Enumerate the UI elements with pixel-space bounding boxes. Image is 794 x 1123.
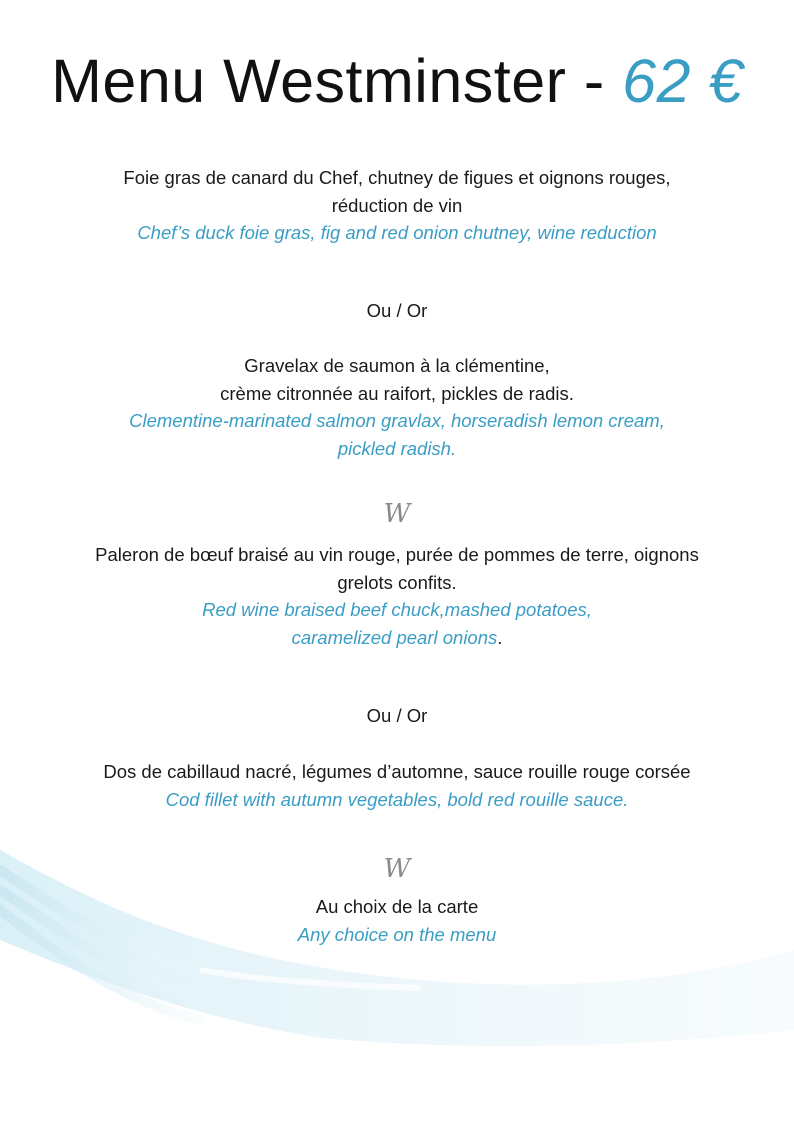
dish-french-line: crème citronnée au raifort, pickles de radis.	[220, 382, 574, 404]
dish-english-line: Any choice on the menu	[297, 923, 497, 945]
dish-french-line: Paleron de bœuf braisé au vin rouge, purée de pommes de terre, oignons	[95, 544, 699, 565]
dish-english-line: Cod fillet with autumn vegetables, bold red rouille sauce.	[165, 788, 629, 810]
dish-english-line: caramelized pearl onions	[291, 626, 498, 648]
dish-english-line: Clementine-marinated salmon gravlax, horseradish lemon cream,	[129, 410, 665, 431]
main-2	[0, 758, 794, 813]
menu-price: 62 €	[622, 47, 743, 115]
dish-french-line: Au choix de la carte	[315, 896, 479, 917]
dessert	[0, 893, 794, 948]
or-separator: Ou / Or	[366, 300, 428, 321]
dish-english-line: Red wine braised beef chuck,mashed potatoes,	[202, 599, 592, 620]
dish-french-line: réduction de vin	[331, 194, 463, 216]
dish-french-line: Gravelax de saumon à la clémentine,	[244, 355, 550, 376]
menu-title	[0, 46, 794, 116]
starter-1	[0, 164, 794, 247]
ornament-w-icon: W	[383, 854, 411, 884]
menu-name: Menu Westminster -	[51, 47, 623, 115]
dish-english-line-wrapper	[0, 624, 794, 652]
starter-2	[0, 352, 794, 462]
dish-french-line: grelots confits.	[337, 571, 457, 593]
main-1	[0, 541, 794, 651]
dish-french-line: Foie gras de canard du Chef, chutney de figues et oignons rouges,	[123, 167, 671, 188]
ornament-w-icon: W	[383, 499, 411, 529]
or-separator: Ou / Or	[366, 705, 428, 726]
dish-english-trailing: .	[497, 626, 503, 648]
dish-english-line: Chef’s duck foie gras, fig and red onion chutney, wine reduction	[137, 222, 657, 243]
dish-english-line: pickled radish.	[337, 437, 457, 459]
dish-french-line: Dos de cabillaud nacré, légumes d’automne, sauce rouille rouge corsée	[103, 761, 691, 782]
